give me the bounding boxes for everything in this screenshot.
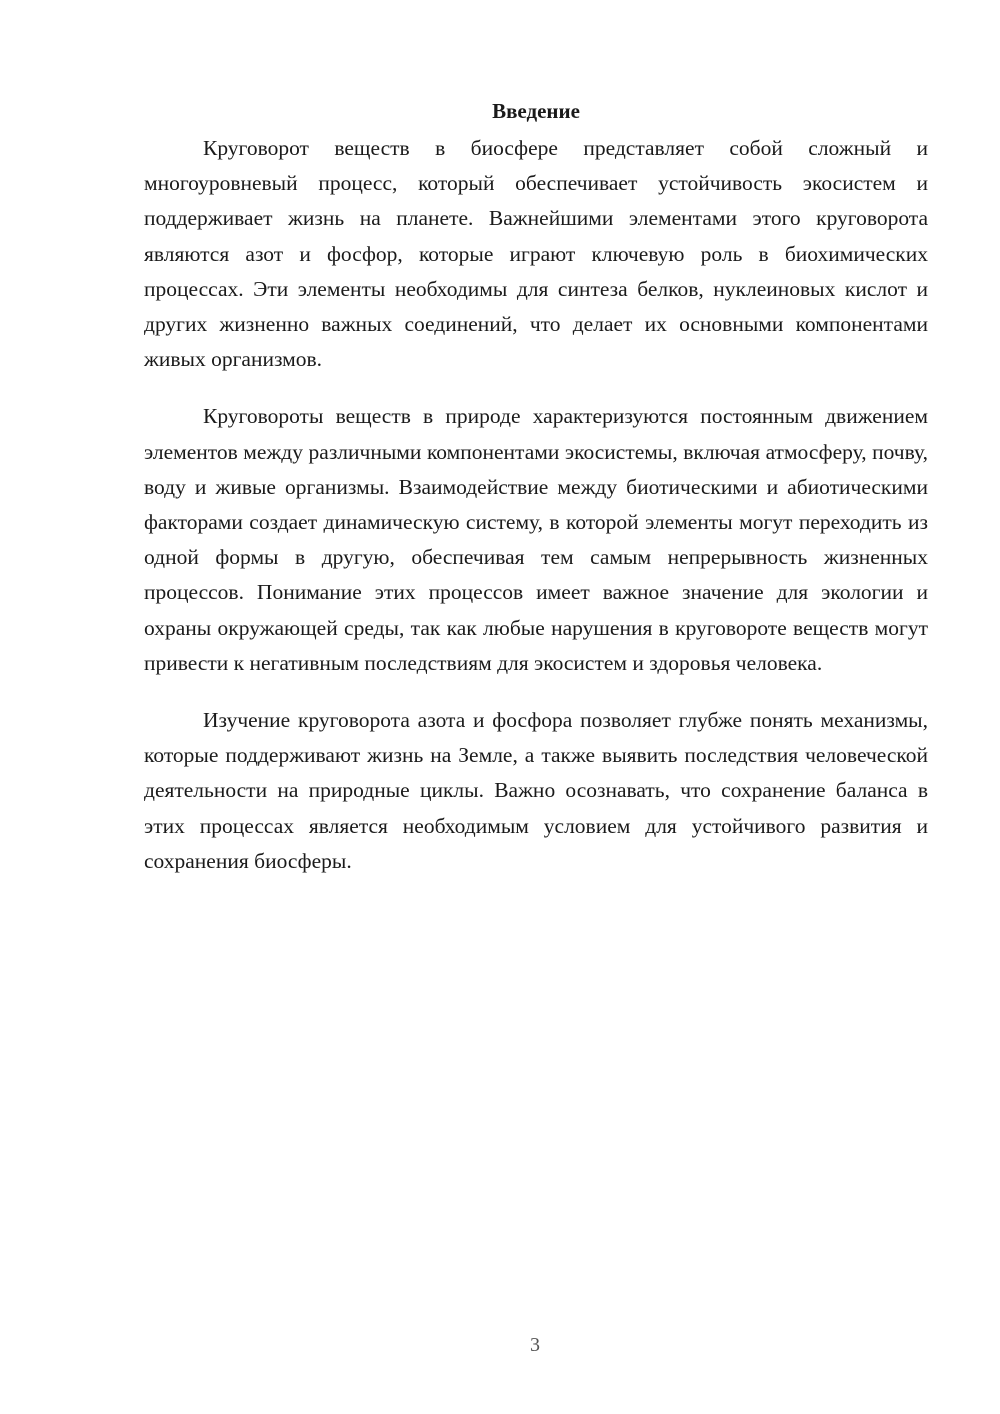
section-heading: Введение xyxy=(492,99,580,123)
page-content xyxy=(144,96,928,901)
page-number: 3 xyxy=(530,1334,540,1356)
paragraph-3: Изучение круговорота азота и фосфора позволяет глубже понять механизмы, которые поддерживают жизнь на Земле, а также выявить последствия человеческой деятельности на природные циклы. Важно осознавать, что сохранение баланса в этих процессах является необходимым условием для устойчивого развития и сохранения биосферы. xyxy=(144,708,928,873)
paragraph-2: Круговороты веществ в природе характеризуются постоянным движением элементов между различными компонентами экосистемы, включая атмосферу, почву, воду и живые организмы. Взаимодействие между биотическими и абиотическими факторами создает динамическую систему, в которой элементы могут переходить из одной формы в другую, обеспечивая тем самым непрерывность жизненных процессов. Понимание этих процессов имеет важное значение для экологии и охраны окружающей среды, так как любые нарушения в круговороте веществ могут привести к негативным последствиям для экосистем и здоровья человека. xyxy=(144,404,928,675)
paragraph-1: Круговорот веществ в биосфере представляет собой сложный и многоуровневый процесс, который обеспечивает устойчивость экосистем и поддерживает жизнь на планете. Важнейшими элементами этого круговорота являются азот и фосфор, которые играют ключевую роль в биохимических процессах. Эти элементы необходимы для синтеза белков, нуклеиновых кислот и других жизненно важных соединений, что делает их основными компонентами живых организмов. xyxy=(144,136,928,372)
